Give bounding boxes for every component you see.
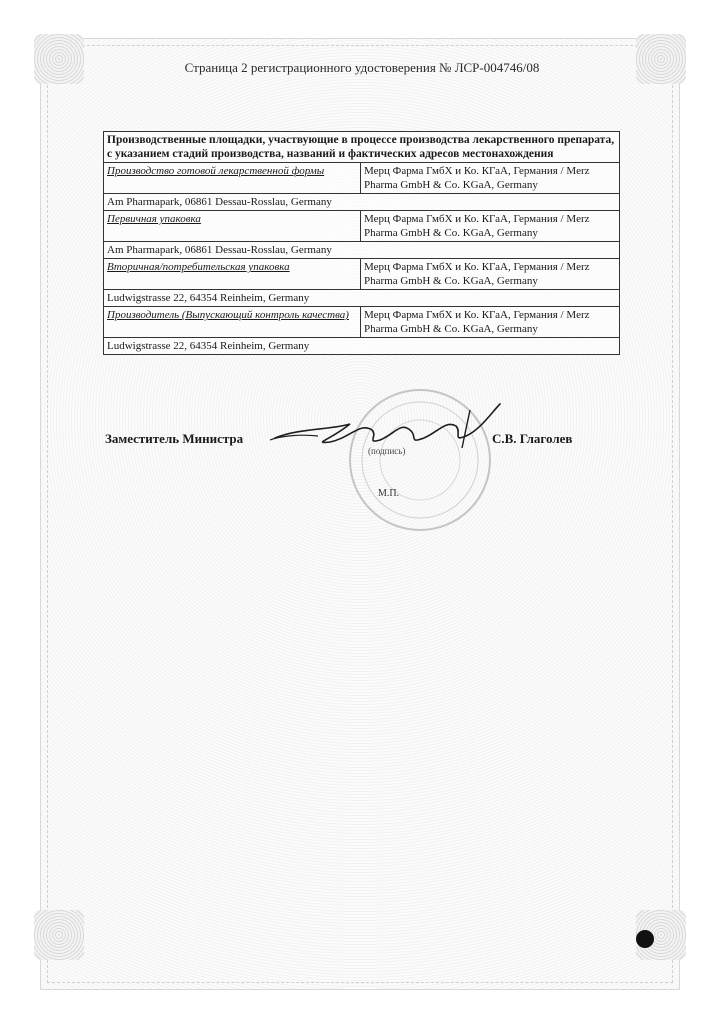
table-row bbox=[104, 259, 620, 290]
company-cell: Мерц Фарма ГмбХ и Ко. КГаА, Германия / Merz Pharma GmbH & Co. KGaA, Germany bbox=[361, 307, 620, 338]
production-sites-table bbox=[103, 131, 620, 355]
company-cell: Мерц Фарма ГмбХ и Ко. КГаА, Германия / Merz Pharma GmbH & Co. KGaA, Germany bbox=[361, 211, 620, 242]
table-row bbox=[104, 242, 620, 259]
company-cell: Мерц Фарма ГмбХ и Ко. КГаА, Германия / Merz Pharma GmbH & Co. KGaA, Germany bbox=[361, 163, 620, 194]
table-heading: Производственные площадки, участвующие в процессе производства лекарственного препарата, с указанием стадий производства, названий и фактических адресов местонахождения bbox=[104, 132, 620, 163]
stage-cell: Производитель (Выпускающий контроль качества) bbox=[104, 307, 361, 338]
handwritten-signature bbox=[0, 400, 724, 520]
company-cell: Мерц Фарма ГмбХ и Ко. КГаА, Германия / Merz Pharma GmbH & Co. KGaA, Germany bbox=[361, 259, 620, 290]
table-row bbox=[104, 163, 620, 194]
address-cell: Am Pharmapark, 06861 Dessau-Rosslau, Germany bbox=[104, 194, 620, 211]
table-row bbox=[104, 290, 620, 307]
punch-hole bbox=[636, 930, 654, 948]
address-cell: Ludwigstrasse 22, 64354 Reinheim, Germany bbox=[104, 338, 620, 355]
stamp-place-label: М.П. bbox=[378, 488, 400, 499]
stage-cell: Производство готовой лекарственной формы bbox=[104, 163, 361, 194]
page-title: Страница 2 регистрационного удостоверения № ЛСР-004746/08 bbox=[184, 60, 540, 75]
address-cell: Am Pharmapark, 06861 Dessau-Rosslau, Germany bbox=[104, 242, 620, 259]
signature-caption: (подпись) bbox=[368, 446, 406, 456]
stage-cell: Первичная упаковка bbox=[104, 211, 361, 242]
signatory-position: Заместитель Министра bbox=[105, 431, 244, 446]
table-row bbox=[104, 194, 620, 211]
signatory-name: С.В. Глаголев bbox=[492, 431, 573, 446]
address-cell: Ludwigstrasse 22, 64354 Reinheim, Germany bbox=[104, 290, 620, 307]
table-row bbox=[104, 307, 620, 338]
ornament-corner bbox=[34, 910, 84, 960]
ornament-corner bbox=[34, 34, 84, 84]
table-heading-row bbox=[104, 132, 620, 163]
table-row bbox=[104, 338, 620, 355]
stage-cell: Вторичная/потребительская упаковка bbox=[104, 259, 361, 290]
table-row bbox=[104, 211, 620, 242]
ornament-corner bbox=[636, 34, 686, 84]
